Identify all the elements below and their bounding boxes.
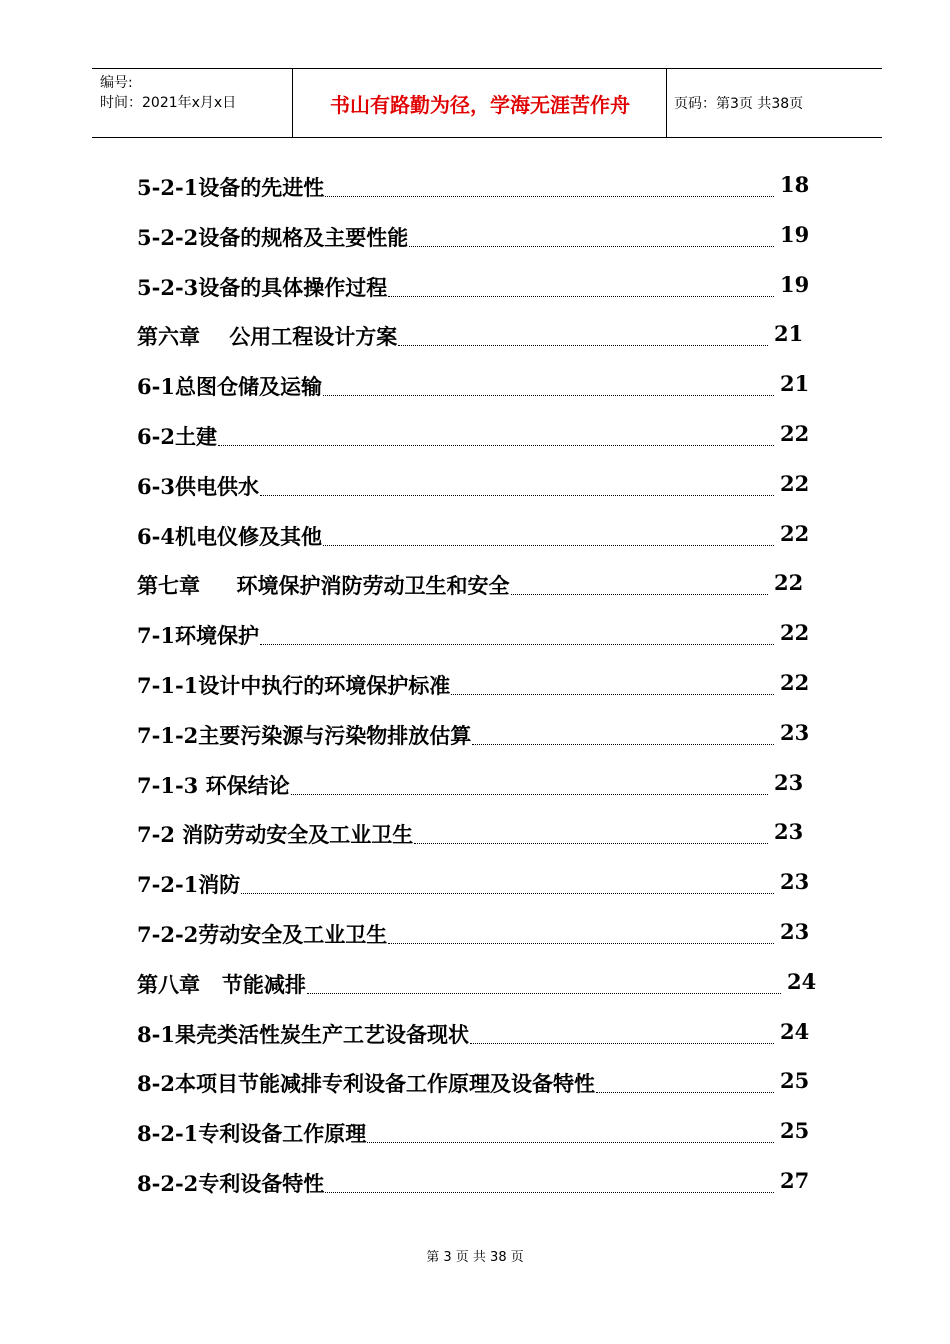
toc-leader-dots bbox=[388, 296, 774, 297]
table-of-contents bbox=[137, 160, 837, 1206]
toc-entry-page: 23 bbox=[780, 869, 810, 895]
toc-entry-page: 25 bbox=[780, 1118, 810, 1144]
toc-entry-title: 5-2-2设备的规格及主要性能 bbox=[137, 222, 408, 252]
toc-entry-page: 23 bbox=[780, 918, 810, 944]
toc-entry-title: 7-1-1设计中执行的环境保护标准 bbox=[137, 670, 450, 700]
toc-entry-page: 23 bbox=[780, 719, 810, 745]
toc-leader-dots bbox=[470, 1043, 774, 1044]
toc-leader-dots bbox=[511, 594, 768, 595]
toc-leader-dots bbox=[472, 744, 774, 745]
toc-entry[interactable] bbox=[137, 459, 837, 509]
toc-leader-dots bbox=[409, 246, 774, 247]
toc-entry[interactable] bbox=[137, 1007, 837, 1057]
toc-leader-dots bbox=[218, 445, 774, 446]
page-header bbox=[92, 68, 882, 138]
toc-entry-page: 24 bbox=[780, 1018, 810, 1044]
toc-entry[interactable] bbox=[137, 309, 837, 359]
toc-entry-title: 6-4机电仪修及其他 bbox=[137, 521, 322, 551]
toc-entry[interactable] bbox=[137, 509, 837, 559]
toc-entry-title: 第七章 环境保护消防劳动卫生和安全 bbox=[137, 570, 510, 600]
toc-entry-title: 7-2 消防劳动安全及工业卫生 bbox=[137, 819, 413, 849]
toc-entry-title: 7-1-3 环保结论 bbox=[137, 770, 290, 800]
toc-entry[interactable] bbox=[137, 558, 837, 608]
toc-entry-page: 22 bbox=[774, 570, 804, 596]
toc-leader-dots bbox=[414, 843, 768, 844]
toc-entry[interactable] bbox=[137, 708, 837, 758]
header-divider bbox=[666, 69, 667, 137]
toc-entry[interactable] bbox=[137, 608, 837, 658]
toc-leader-dots bbox=[388, 943, 774, 944]
toc-entry-title: 6-2土建 bbox=[137, 421, 217, 451]
toc-entry-page: 22 bbox=[780, 420, 810, 446]
toc-entry-title: 第八章 节能减排 bbox=[137, 969, 306, 999]
header-number-label: 编号: bbox=[100, 75, 133, 91]
toc-entry[interactable] bbox=[137, 957, 837, 1007]
toc-leader-dots bbox=[260, 495, 774, 496]
header-page-label: 页码：第3页 共38页 bbox=[674, 96, 804, 112]
toc-leader-dots bbox=[367, 1142, 774, 1143]
toc-leader-dots bbox=[323, 545, 774, 546]
toc-entry-page: 25 bbox=[780, 1068, 810, 1094]
toc-leader-dots bbox=[323, 395, 774, 396]
toc-entry-page: 22 bbox=[780, 669, 810, 695]
toc-leader-dots bbox=[291, 794, 768, 795]
toc-entry[interactable] bbox=[137, 758, 837, 808]
toc-entry[interactable] bbox=[137, 210, 837, 260]
toc-entry-title: 7-2-1消防 bbox=[137, 869, 240, 899]
toc-entry[interactable] bbox=[137, 160, 837, 210]
toc-entry[interactable] bbox=[137, 409, 837, 459]
toc-entry-title: 8-2-1专利设备工作原理 bbox=[137, 1118, 366, 1148]
toc-entry[interactable] bbox=[137, 807, 837, 857]
toc-entry-title: 7-1环境保护 bbox=[137, 620, 259, 650]
toc-leader-dots bbox=[325, 196, 774, 197]
toc-leader-dots bbox=[325, 1192, 774, 1193]
toc-entry-title: 8-2本项目节能减排专利设备工作原理及设备特性 bbox=[137, 1068, 595, 1098]
toc-entry[interactable] bbox=[137, 359, 837, 409]
toc-leader-dots bbox=[398, 345, 768, 346]
toc-entry-page: 22 bbox=[780, 620, 810, 646]
toc-entry-page: 21 bbox=[774, 321, 804, 347]
toc-entry-page: 23 bbox=[774, 769, 804, 795]
toc-entry[interactable] bbox=[137, 1106, 837, 1156]
toc-entry-title: 6-3供电供水 bbox=[137, 471, 259, 501]
header-meta bbox=[100, 73, 236, 113]
toc-entry-page: 21 bbox=[780, 371, 810, 397]
toc-entry[interactable] bbox=[137, 1056, 837, 1106]
toc-leader-dots bbox=[260, 644, 774, 645]
toc-entry-page: 18 bbox=[780, 172, 810, 197]
toc-entry-title: 7-1-2主要污染源与污染物排放估算 bbox=[137, 720, 471, 750]
toc-leader-dots bbox=[596, 1092, 774, 1093]
toc-entry-title: 第六章 公用工程设计方案 bbox=[137, 321, 397, 351]
toc-entry-page: 19 bbox=[780, 221, 810, 247]
page-footer: 第 3 页 共 38 页 bbox=[426, 1250, 524, 1265]
toc-leader-dots bbox=[307, 993, 781, 994]
header-divider bbox=[292, 69, 293, 137]
toc-entry-page: 27 bbox=[780, 1167, 810, 1193]
toc-entry-page: 23 bbox=[774, 819, 804, 845]
toc-entry-title: 5-2-1设备的先进性 bbox=[137, 172, 324, 202]
toc-entry-page: 22 bbox=[780, 520, 810, 546]
toc-entry-title: 8-2-2专利设备特性 bbox=[137, 1168, 324, 1198]
toc-leader-dots bbox=[241, 893, 774, 894]
toc-entry-page: 24 bbox=[787, 968, 817, 994]
header-date-label: 时间：2021年x月x日 bbox=[100, 95, 237, 111]
toc-entry[interactable] bbox=[137, 260, 837, 310]
header-motto: 书山有路勤为径，学海无涯苦作舟 bbox=[330, 92, 630, 117]
toc-entry-page: 22 bbox=[780, 470, 810, 496]
toc-leader-dots bbox=[451, 694, 774, 695]
toc-entry-page: 19 bbox=[780, 271, 810, 297]
toc-entry-title: 7-2-2劳动安全及工业卫生 bbox=[137, 919, 387, 949]
toc-entry-title: 6-1总图仓储及运输 bbox=[137, 371, 322, 401]
toc-entry[interactable] bbox=[137, 1156, 837, 1206]
toc-entry[interactable] bbox=[137, 658, 837, 708]
toc-entry-title: 5-2-3设备的具体操作过程 bbox=[137, 272, 387, 302]
toc-entry-title: 8-1果壳类活性炭生产工艺设备现状 bbox=[137, 1019, 469, 1049]
toc-entry[interactable] bbox=[137, 907, 837, 957]
toc-entry[interactable] bbox=[137, 857, 837, 907]
